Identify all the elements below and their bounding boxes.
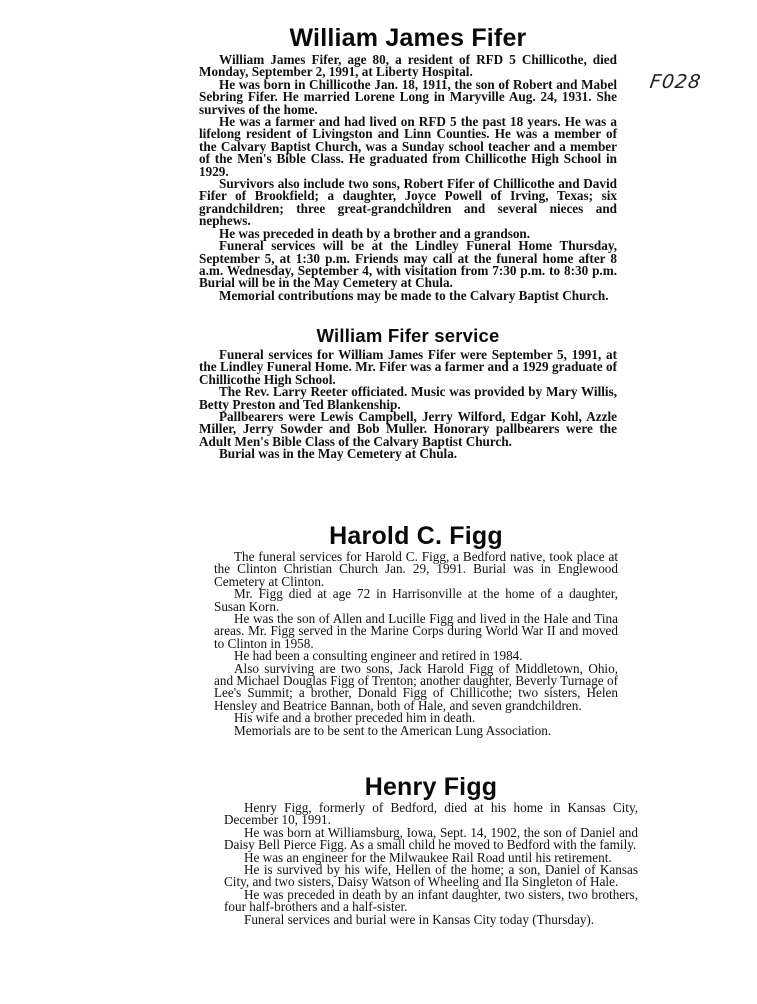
paragraph: Funeral services will be at the Lindley Funeral Home Thursday, September 5, at 1:30 p.m. Friends may call at the funeral home after 8 a.m. Wednesday, September 4, with visitation from 7:30 p.m. to 8:30 p.m. Burial will be in the May Cemetery at Chula. xyxy=(199,238,617,291)
service-william-fifer xyxy=(199,325,617,461)
paragraph: Mr. Figg died at age 72 in Harrisonville at the home of a daughter, Susan Korn. xyxy=(214,586,618,614)
paragraph: Henry Figg, formerly of Bedford, died at his home in Kansas City, December 10, 1991. xyxy=(224,800,638,828)
obituary-william-james-fifer xyxy=(199,24,617,302)
article-headline: Henry Figg xyxy=(364,773,498,801)
paragraph: He had been a consulting engineer and retired in 1984. xyxy=(234,648,523,664)
handwritten-annotation: F028 xyxy=(648,71,703,93)
article-body xyxy=(199,349,617,461)
article-body xyxy=(214,551,618,737)
paragraph: The funeral services for Harold C. Figg, a Bedford native, took place at the Clinton Christian Church Jan. 29, 1991. Burial was in Englewood Cemetery at Clinton. xyxy=(214,549,618,589)
paragraph: He was born at Williamsburg, Iowa, Sept. 14, 1902, the son of Daniel and Daisy Bell Pierce Figg. As a small child he moved to Bedford with the family. xyxy=(224,824,638,853)
paragraph: Funeral services for William James Fifer were September 5, 1991, at the Lindley Funeral Home. Mr. Fifer was a farmer and a 1929 graduate of Chillicothe High School. xyxy=(199,347,617,387)
article-body xyxy=(224,802,638,926)
article-headline: Harold C. Figg xyxy=(329,522,503,550)
paragraph: Memorials are to be sent to the American Lung Association. xyxy=(234,722,552,738)
paragraph: Also surviving are two sons, Jack Harold Figg of Middletown, Ohio, and Michael Douglas Figg of Trenton; another daughter, Beverly Turnage of Lee's Summit; a brother, Donald Figg of Chillicothe; two sisters, Helen Hensley and Beatrice Bannan, both of Hale, and seven grandchildren. xyxy=(214,660,618,713)
paragraph: He was preceded in death by a brother and a grandson. xyxy=(219,225,531,241)
paragraph: He was born in Chillicothe Jan. 18, 1911, the son of Robert and Mabel Sebring Fifer. He married Lorene Long in Maryville Aug. 24, 1931. She survives of the home. xyxy=(199,76,617,117)
paragraph: He is survived by his wife, Hellen of the home; a son, Daniel of Kansas City, and two sisters, Daisy Watson of Wheeling and Ila Singleton of Hale. xyxy=(224,862,638,890)
paragraph: Memorial contributions may be made to the Calvary Baptist Church. xyxy=(219,287,609,303)
paragraph: He was an engineer for the Milwaukee Rail Road until his retirement. xyxy=(244,849,612,865)
article-headline: William James Fifer xyxy=(289,24,527,52)
obituary-henry-figg xyxy=(224,773,638,926)
paragraph: He was a farmer and had lived on RFD 5 the past 18 years. He was a lifelong resident of Livingston and Linn Counties. He was a member of the Calvary Baptist Church, was a Sunday school teacher and a member of the Men's Bible Class. He graduated from Chillicothe High School in 1929. xyxy=(199,114,617,179)
paragraph: The Rev. Larry Reeter officiated. Music was provided by Mary Willis, Betty Preston and Ted Blankenship. xyxy=(199,384,617,412)
paragraph: Pallbearers were Lewis Campbell, Jerry Wilford, Edgar Kohl, Azzle Miller, Jerry Sowder and Bob Muller. Honorary pallbearers were the Adult Men's Bible Class of the Calvary Baptist Church. xyxy=(199,409,617,449)
obituary-harold-c-figg xyxy=(214,522,618,737)
paragraph: He was the son of Allen and Lucille Figg and lived in the Hale and Tina areas. Mr. Figg served in the Marine Corps during World War II and moved to Clinton in 1958. xyxy=(214,611,618,651)
paragraph: William James Fifer, age 80, a resident of RFD 5 Chillicothe, died Monday, September 2, 1991, at Liberty Hospital. xyxy=(199,52,617,80)
article-body xyxy=(199,54,617,302)
paragraph: He was preceded in death by an infant daughter, two sisters, two brothers, four half-brothers and a half-sister. xyxy=(224,886,638,915)
paragraph: Funeral services and burial were in Kansas City today (Thursday). xyxy=(244,911,595,927)
paragraph: Survivors also include two sons, Robert Fifer of Chillicothe and David Fifer of Brookfield; a daughter, Joyce Powell of Irving, Texas; six grandchildren; three great-grandchildren and several nieces and nephews. xyxy=(199,176,617,229)
article-headline: William Fifer service xyxy=(316,325,500,346)
paragraph: His wife and a brother preceded him in death. xyxy=(234,710,476,726)
paragraph: Burial was in the May Cemetery at Chula. xyxy=(219,446,458,462)
